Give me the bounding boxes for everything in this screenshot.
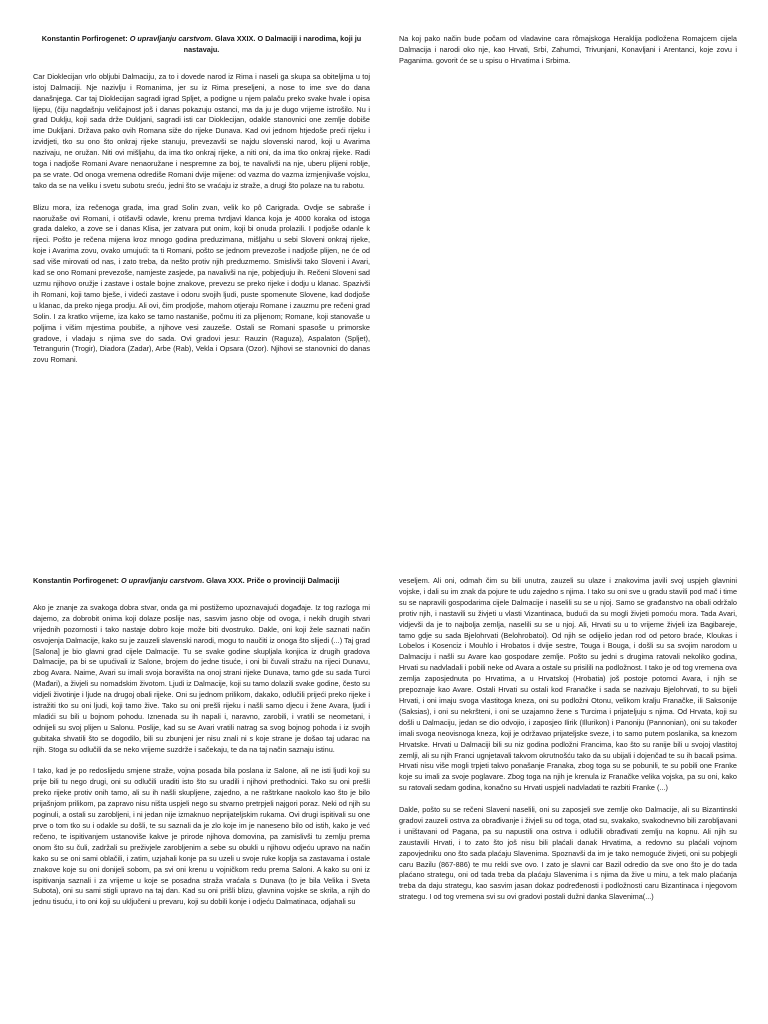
chapter-30-continuation-paragraph-1: veseljem. Ali oni, odmah čim su bili unutra, zauzeli su ulaze i znakovima javili svoj uspjeh glavnini vojske, i dali su im znak da pojure te udu zajedno s njima. I tako su oni sve u gradu stavili pod mač i time su se napravili gospodarima cijele Dalmacije i naselili su se u njoj. Samo se građanstvo na obali održalo protiv njih, i nastavili su živjeti u vlasti Vizantinaca, budući da su mogli živjeti pomoću mora. Tada Avari, vidjevši da je to najbolja zemlja, naselili su se u njoj. Ali, Hrvati su u to vrijeme živjeli iza Bagibareje, tamo gdje su sada Bjelohrvati (Belohrobatoi). Od njih se odijelio jedan rod od petoro braće, Kloukas i Lobelos i Kosenciz i Mouhlo i Hrobatos i dvije sestre, Touga i Bouga, i došli su sa svojim narodom u Dalmaciju i našli su Avare kao gospodare zemlje. Pošto su jedni s drugima ratovali nekoliko godina, Hrvati su nadvladali i pobili neke od Avara a ostale su prisilili na podložnost. I tako je od tog vremena ova zemlja zaposjednuta po Hrvatima, a u Hrvatskoj (Hrobatia) još postoje potomci Avara, i njih se prepoznaje kao Avare. Ostali Hrvati su ostali kod Franačke i sada se nazivaju Bjelohrvati, to su bijeli Hrvati, i oni imaju svoga vlastitoga kneza, oni su podložni Otonu, velikom kralju Franačke, ili Saksonije (Saksias), i oni su nekršteni, i oni se uzajamno žene s Turcima i prijateljuju s njima. Od Hrvata, koji su došli u Dalmaciju, jedan se dio odvojio, i zaposjeo Ilirik (Illurikon) i Panoniju (Pannonian), oni su također imali svoga neovisnoga kneza, koji je održavao prijateljske sveze, i to samo putem poslanika, sa knezom Hrvatske. Hrvati u Dalmaciji bili su niz godina podložni Francima, kao što su ranije bili u svojoj vlastitoj zemlji, ali su njih Franci ugnjetavali takvom okrutnošću tako da su ubijali i dojenčad te su ih bacali psima. Hrvati nisu više mogli trpjeti takvo ponašanje Franaka, zbog toga su se pobunili, te su pobili one Franke koje su imali za svoje poglavare. Zbog toga na njih je krenula iz Franačke velika vojska, pa su oni, kako su ratovali sedam godina, konačno su Hrvati uspjeli nadvladati te razbiti Franke (...) bbox=[399, 576, 737, 793]
chapter-30-author: Konstantin Porfirogenet: bbox=[33, 576, 119, 585]
chapter-29-paragraph-2: Blizu mora, iza rečenoga grada, ima grad Solin zvan, velik ko pô Carigrada. Ovdje se sabraše i naoružaše ovi Romani, i otišavši odavle, krenu prema tvrdjavi klanca koja je 4000 koraka od istoga grada daleko, a zove se i danas Klisa, jer zatvara put onim, koji bi onuda prolazili. I podjoše odanle k rijeci. Pošto je rečena mijena kroz mnogo godina preduzimana, mišljahu u sebi Sloveni onkraj rijeke, koje i Avarima zovu, ovako umujući: ta ti Romani, pošto se jednom prevezoše i nadjoše plijen, ne će od sad više mirovati od nas, i zato treba, da nešto protiv njih preduzmemo. Smislivši tako Sloveni i Avari, kad se ono Romani prevezoše, namjeste zasjede, pa navalivši na nje, pobjedjuju ih. Rečeni Sloveni sad uzmu njihovo oružje i zastave i ostale bojne znakove, prevezu se preko rijeke i dodju u klanac. Spazivši ih Romani, koji tamo bješe, i videći zastave i odoru svojih ljudi, puste spomenute Slovene, kad dodjoše u klanac, da preko njega prodju. Ali ovi, čim prodjoše, mahom otjeraju Romane i zauzmu pre rečeni grad Solin. I za kratko vrijeme, iza kako se tamo nastaniše, počmu iti za plijenom; Romane, koji stanovaše u poljima i višim mjestima poubiše, a njihove vesi zauzeše. Ostali se Romani spasoše u primorske gradove, i vladaju s njima sve do sada. Ovi gradovi jesu: Rauzin (Raguza), Aspalaton (Spljet), Tetrangurin (Trogir), Diadora (Zadar), Arbe (Rab), Vekla i Opsara (Ozor). Njihovi se stanovnici do danas zovu Romani. bbox=[33, 202, 370, 365]
chapter-29-title: . Glava XXIX. O Dalmaciji i narodima, koji ju nastavaju. bbox=[183, 34, 362, 54]
chapter-30-paragraph-2: I tako, kad je po redoslijedu smjene straže, vojna posada bila poslana iz Salone, ali ne isti ljudi koji su prije bili tu nego drugi, oni su odlučili uraditi isto što su uradili i njihovi prethodnici. Tako su oni prešli preko rijeke protiv onih tamo, ali su ih našli skupljene, zajedno, a ne raštrkane naokolo kao što je bilo prijašnjom prilikom, pa zapravo nisu ništa uspjeli nego su stvarno pretrpjeli najgori poraz. Neki od njih su poginuli, a ostali su zarobljeni, i ni jedan nije izmaknuo neprijateljskim rukama. Ovi drugi ispitivali su one prve o tom tko su i odakle su došli, te su saznali da je zlo koje im je naneseno bilo od istih, kako je već rečeno, te ispitivanjem ustanoviše kakve je prirode njihova domovina, pa zamislivši tu zemlju prema onom što su čuli, zadržali su preživjele zarobljenim a sebe su obukli u njihovu odjeću upravo na način kako su se oni sami oblačili, i zatim, uzjahali konje pa su uzeli u svoje ruke koplja sa zastavama i ostale znakove koje su oni donijeli sobom, pa svi oni krenu u vojničkom redu prema Saloni. A kako su oni iz ispitivanja saznali i za vrijeme u koje se posadna straža vraćala s Dunava (to je bila Velika i Sveta Subota), oni su sami stigli upravo na taj dan. Kad su oni prišli blizu, glavnina vojske se skrila, a njih do jednu tisuću, i to oni koji su uključeni u prevaru, koji su dobili konje i odjeću Dalmatinaca, odjahali su bbox=[33, 766, 370, 907]
chapter-29-author: Konstantin Porfirogenet: bbox=[41, 34, 128, 43]
heraklije-paragraph: Na koj pako način bude počam od vladavine cara rômajskoga Heraklija podložena Romajcem cijela Dalmacija i narodi oko nje, kao Hrvati, Srbi, Zahumci, Trivunjani, Konavljani i Arentanci, koje zovu i Paganima. govorit će se u spisu o Hrvatima i Srbima. bbox=[399, 34, 737, 65]
chapter-29-heading bbox=[33, 34, 370, 56]
chapter-30-column bbox=[33, 576, 370, 908]
chapter-30-heading bbox=[33, 576, 370, 587]
heraklije-column bbox=[399, 34, 737, 67]
chapter-29-paragraph-1: Car Dioklecijan vrlo obljubi Dalmaciju, za to i dovede narod iz Rima i naseli ga skupa sa obiteljima u toj istoj Dalmaciji. Nje nazivlju i Romanima, jer su iz Rima preseljeni, a nose to ime sve do dana današnjega. Car taj Dioklecijan sagradi igrad Spljet, a podigne u njem palaču preko svake hvale i opisa lijepu, (čiju nagdašnju veličajnost još i danas pokazuju ostanci, ma da ju je dugo vrijeme istrošilo. Nu i grad Duklju, koji sada drže Dukljani, sagradi isti car Dioklecijan, odakle stanovnici one zemlje dobiše ime Dukljani. Država pako ovih Romana siže do rijeke Dunava. Kad ovi jednom htjedoše preći rijeku i izvidjeti, tko su ono što onkraj rijeke stanuju, prevezavši se najdu slovenski narod, koji u Avarima nazivaju, ne oružan. Niti ovi mišljahu, da ima tko onkraj rijeke, a niti oni, da ima tko onkraj rijeke. Radi toga i nadjoše Romani Avare nenaoružane i nespremne za boj, te navalivši na nje, uberu plijeni roblje, pa se vrate. Od onoga vremena odrediše Romani dvije mijene: od vazma do vazma izmjenjivaše vojsku, tako da se na veliku i svetu subotu sreću, jedni što se vraćaju iz straže, a drugi što polaze na tu rabotu. bbox=[33, 71, 370, 190]
chapter-29-column bbox=[33, 34, 370, 366]
chapter-30-paragraph-1: Ako je znanje za svakoga dobra stvar, onda ga mi postižemo upoznavajući događaje. Iz tog razloga mi dajemo, za dobrobit onima koji dolaze poslije nas, sasvim jasno obje od ovoga, i nekih drugih stvari vrijednih pozornosti i tako nastaje dobro koje može biti dvostruko. Dakle, oni koji žele saznati način osvojenja Dalmacije, kako su je zauzeli slavenski narodi, mogu to naučiti iz onoga što slijedi (...) Taj grad [Salona] je bio glavni grad cijele Dalmacije. Tu se svake godine skupljala konjica iz drugih gradova Dalmacije, pa bi se upućivali iz Salone, brojem do jedne tisuće, i oni bi čuvali stražu na rijeci Dunavu, zbog Avara. Naime, Avari su imali svoja boravišta na onoj strani rijeke Dunava, tamo gde su sada Turci (Mađari), a živjeli su nomadskim životom. Ljudi iz Dalmacije, koji su tamo dolazili svake godine, često su vidjeli životinje i ljude na drugoj obali rijeke. Oni su jednom prilikom, dakako, odlučili prijeći preko rijeke i istražiti tko su oni ljudi, koji tamo žive. Tako su oni prešli rijeku i našli samo djecu i žene Avara, ljudi i mladići su bili u bojnom pohodu. Iznenada su ih napali i, naravno, zarobili, i vratili se neometani, i odnijeli su svoj plijen u Salonu. Poslije, kad su se Avari vratili natrag sa svog bojnog pohoda i iz svojih gubitaka shvatili što se dogodilo, bili su zbunjeni jer nisu znali ni s koje strane je došao taj udarac na njih. Stoga su odlučili da se neko vrijeme suzdrže i sačekaju, te da na taj način saznaju istinu. bbox=[33, 602, 370, 754]
chapter-30-title: . Glava XXX. Priče o provinciji Dalmaciji bbox=[202, 576, 340, 585]
chapter-30-continuation-column bbox=[399, 576, 737, 903]
chapter-30-work-title: O upravljanju carstvom bbox=[120, 576, 203, 585]
chapter-30-continuation-paragraph-2: Dakle, pošto su se rečeni Slaveni naselili, oni su zaposjeli sve zemlje oko Dalmacije, ali su Bizantinski gradovi zauzeli ostrva za obrađivanje i živjeli su od toga, otad su, svakako, svakodnevno bili zarobljavani i uništavani od Pagana, pa su napustili ona ostrva i odlučili obrađivati zemlju na kopnu. Ali njih su zaustavili Hrvati, i to zato što još nisu bili plaćali danak Hrvatima, a redovno su plaćali vojnom zapovjedniku ono što sada plaćaju Slavenima. Spoznavši da im je tako nemoguće živjeti, oni su pobjegli caru Bazilu (867-886) te mu rekli sve ovo. I zato je slavni car Bazil odredio da sve ono što je do tada plaćano strategu, oni od tada treba da plaćaju Slavenima i s njima da žive u miru, a tek malo plaćanja treba da daju strategu, kao sasvim jasan dokaz podređenosti i podložnosti caru Bizantinaca i njegovom strategu. I od tog vremena svi su ovi gradovi postali dužni danka Slavenima(...) bbox=[399, 805, 737, 902]
chapter-29-work-title: O upravljanju carstvom bbox=[129, 34, 211, 43]
